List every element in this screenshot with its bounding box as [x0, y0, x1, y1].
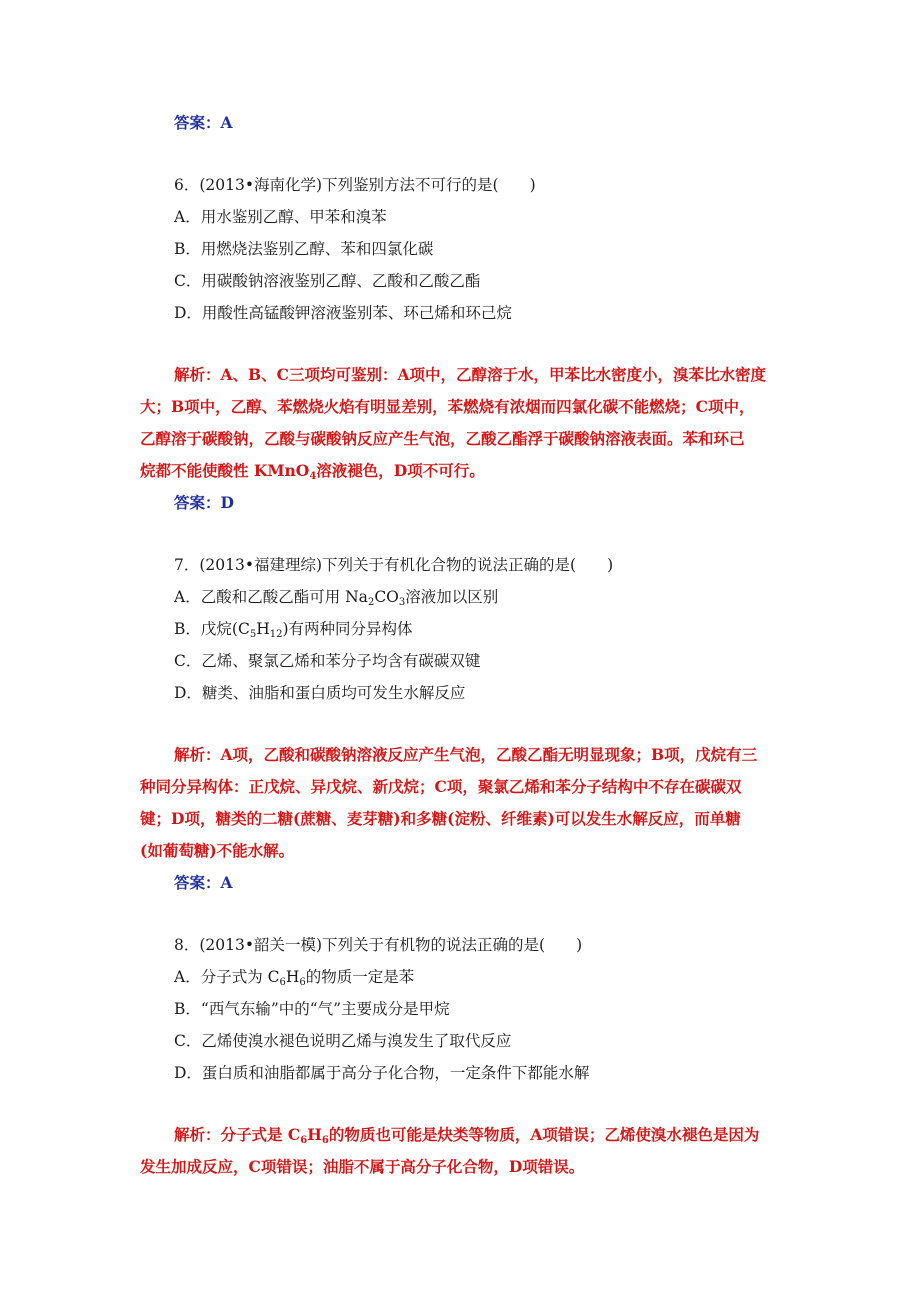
q6-analysis-line-2: 大；B项中，乙醇、苯燃烧火焰有明显差别，苯燃烧有浓烟而四氯化碳不能燃烧；C项中， — [140, 397, 755, 416]
q8-option-c: C．乙烯使溴水褪色说明乙烯与溴发生了取代反应 — [174, 1032, 512, 1050]
answer-value: A — [220, 113, 233, 132]
answer-value: D — [220, 493, 234, 512]
q6-option-b: B．用燃烧法鉴别乙醇、苯和四氯化碳 — [174, 240, 434, 258]
q6-analysis-line-1: 解析：A、B、C三项均可鉴别：A项中，乙醇溶于水，甲苯比水密度小，溴苯比水密度 — [174, 365, 766, 384]
q6-option-d: D．用酸性高锰酸钾溶液鉴别苯、环己烯和环己烷 — [174, 304, 512, 322]
q8-analysis-line-2: 发生加成反应，C项错误；油脂不属于高分子化合物，D项错误。 — [140, 1157, 585, 1176]
q8-stem: 8．(2013•韶关一模)下列关于有机物的说法正确的是( ) — [174, 936, 583, 954]
q6-analysis-line-3: 乙醇溶于碳酸钠，乙酸与碳酸钠反应产生气泡，乙酸乙酯浮于碳酸钠溶液表面。苯和环己 — [140, 429, 745, 448]
q7-option-b: B．戊烷$(C_5H_{12})$有两种同分异构体 — [174, 620, 413, 640]
q8-option-b: B．“西气东输”中的“气”主要成分是甲烷 — [174, 1000, 450, 1018]
q7-analysis-line-4: (如葡萄糖)不能水解。 — [140, 841, 295, 860]
q7-option-c: C．乙烯、聚氯乙烯和苯分子均含有碳碳双键 — [174, 652, 481, 670]
q8-analysis-line-1: 解析：分子式是 $C_6H_6$的物质也可能是炔类等物质，A项错误；乙烯使溴水褪色是因为 — [174, 1125, 760, 1146]
q7-analysis-line-3: 键；D项，糖类的二糖(蔗糖、麦芽糖)和多糖(淀粉、纤维素)可以发生水解反应，而单糖 — [140, 809, 741, 828]
q5-answer — [174, 113, 233, 133]
q7-option-d: D．糖类、油脂和蛋白质均可发生水解反应 — [174, 684, 466, 702]
q7-stem: 7．(2013•福建理综)下列关于有机化合物的说法正确的是( ) — [174, 556, 614, 574]
q6-option-a: A．用水鉴别乙醇、甲苯和溴苯 — [174, 208, 387, 226]
q6-option-c: C．用碳酸钠溶液鉴别乙醇、乙酸和乙酸乙酯 — [174, 272, 481, 290]
q6-answer — [174, 493, 234, 513]
answer-label: 答案： — [174, 493, 221, 512]
q6-stem: 6．(2013•海南化学)下列鉴别方法不可行的是( ) — [174, 176, 536, 194]
q7-option-a: A．乙酸和乙酸乙酯可用 $Na_2CO_3$溶液加以区别 — [174, 588, 499, 608]
q7-answer — [174, 873, 233, 893]
answer-label: 答案： — [174, 873, 221, 892]
q8-option-d: D．蛋白质和油脂都属于高分子化合物，一定条件下都能水解 — [174, 1064, 590, 1082]
q8-option-a: A．分子式为 $C_6H_6$的物质一定是苯 — [174, 968, 415, 988]
q7-analysis-line-1: 解析：A项，乙酸和碳酸钠溶液反应产生气泡，乙酸乙酯无明显现象；B项，戊烷有三 — [174, 745, 758, 764]
q6-analysis-line-4: 烷都不能使酸性 KMnO$_4$溶液褪色，D项不可行。 — [140, 461, 485, 482]
answer-label: 答案： — [174, 113, 221, 132]
answer-value: A — [220, 873, 233, 892]
q7-analysis-line-2: 种同分异构体：正戊烷、异戊烷、新戊烷；C项，聚氯乙烯和苯分子结构中不存在碳碳双 — [140, 777, 742, 796]
